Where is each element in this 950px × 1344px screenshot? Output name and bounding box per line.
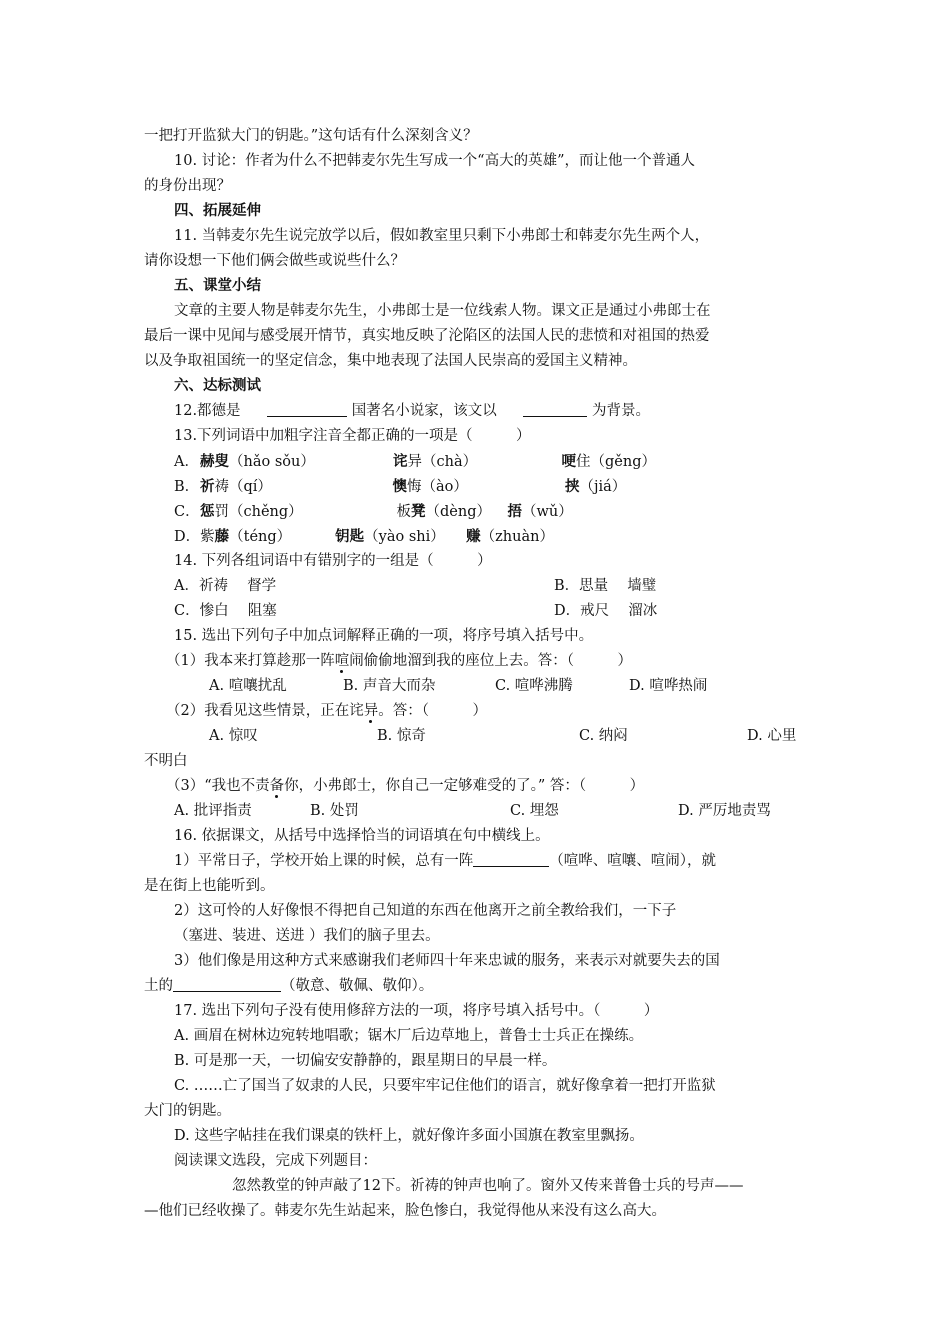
- reading-instruction: 阅读课文选段，完成下列题目：: [174, 1153, 377, 1169]
- q14-options-ab: A．祈祷 督学 B．思量 墙璧: [174, 578, 657, 594]
- q13-option-a: A．赫叟（hǎo sǒu） 诧异（chà） 哽住（gěng）: [174, 453, 656, 470]
- section-heading-5: 五、课堂小结: [174, 278, 261, 294]
- q12-blank-2[interactable]: [523, 401, 587, 417]
- q12-text-1: 12.都德是: [174, 403, 241, 419]
- q15-sentence-1: （1）我本来打算趁那一阵喧闹偷偷地溜到我的座位上去。答：（ ）: [166, 653, 632, 669]
- question-15: 15. 选出下列句子中加点词解释正确的一项，将序号填入括号中。: [174, 628, 594, 644]
- question-11: 11. 当韩麦尔先生说完放学以后，假如教室里只剩下小弗郎士和韩麦尔先生两个人，: [174, 228, 710, 244]
- q13-option-d: D．紫藤（téng） 钥匙（yào shi） 赚（zhuàn）: [174, 528, 554, 545]
- q12-blank-1[interactable]: [267, 401, 347, 417]
- q13-option-c: C．惩罚（chěng） 板凳（dèng） 捂（wǔ）: [174, 503, 573, 520]
- question-11-cont: 请你设想一下他们俩会做些或说些什么？: [144, 253, 405, 269]
- q17-option-a: A. 画眉在树林边宛转地唱歌；锯木厂后边草地上，普鲁士士兵正在操练。: [174, 1028, 644, 1044]
- summary-line-2: 最后一课中见闻与感受展开情节，真实地反映了沦陷区的法国人民的悲愤和对祖国的热爱: [144, 328, 710, 344]
- q13-option-b: B．祈祷（qí） 懊悔（ào） 挟（jiá）: [174, 478, 627, 495]
- q17-option-b: B. 可是那一天，一切偏安安静静的，跟星期日的早晨一样。: [174, 1053, 557, 1069]
- q15-options-2: A. 惊叹 B. 惊奇 C. 纳闷 D. 心里: [209, 728, 797, 744]
- section-heading-4: 四、拓展延伸: [174, 203, 261, 219]
- q17-option-d: D. 这些字帖挂在我们课桌的铁杆上，就好像许多面小国旗在教室里飘扬。: [174, 1128, 644, 1144]
- question-10: 10. 讨论：作者为什么不把韩麦尔先生写成一个“高大的英雄”，而让他一个普通人: [174, 153, 695, 169]
- q16-item-3: 3）他们像是用这种方式来感谢我们老师四十年来忠诚的服务，来表示对就要失去的国: [174, 953, 720, 969]
- q12-text-2: 国著名小说家，该文以: [351, 403, 497, 419]
- q12-text-3: 为背景。: [592, 403, 650, 419]
- q16-blank-1[interactable]: [473, 851, 549, 867]
- q15-sentence-3: （3）“我也不责备你，小弗郎士，你自己一定够难受的了。” 答：（ ）: [166, 778, 645, 794]
- q17-option-c-cont: 大门的钥匙。: [144, 1103, 231, 1119]
- document-page: [144, 124, 808, 1224]
- q14-options-cd: C．惨白 阻塞 D．戒尺 溜冰: [174, 603, 658, 619]
- q15-sentence-2: （2）我看见这些情景，正在诧异。答：（ ）: [166, 703, 487, 719]
- reading-passage-line-2: —他们已经收操了。韩麦尔先生站起来，脸色惨白，我觉得他从来没有这么高大。: [144, 1203, 666, 1219]
- question-13: 13.下列词语中加粗字注音全都正确的一项是（ ）: [174, 428, 531, 444]
- q15-options-3: A. 批评指责 B. 处罚 C. 埋怨 D. 严厉地责骂: [174, 803, 771, 819]
- question-16: 16. 依据课文，从括号中选择恰当的词语填在句中横线上。: [174, 828, 550, 844]
- summary-line-1: 文章的主要人物是韩麦尔先生，小弗郎士是一位线索人物。课文正是通过小弗郎士在: [174, 303, 711, 319]
- q16-item-3-cont: 土的 （敬意、敬佩、敬仰）。: [144, 978, 434, 994]
- q15-options-2-cont: 不明白: [144, 753, 188, 769]
- q15-options-1: A. 喧嚷扰乱 B. 声音大而杂 C. 喧哗沸腾 D. 喧哗热闹: [209, 678, 708, 694]
- reading-passage-line-1: 忽然教堂的钟声敲了12下。祈祷的钟声也响了。窗外又传来普鲁士兵的号声——: [232, 1178, 744, 1194]
- summary-line-3: 以及争取祖国统一的坚定信念，集中地表现了法国人民崇高的爱国主义精神。: [144, 353, 637, 369]
- q16-item-2: 2）这可怜的人好像恨不得把自己知道的东西在他离开之前全教给我们，一下子: [174, 903, 677, 919]
- q16-blank-3[interactable]: [173, 976, 281, 992]
- question-12: [144, 399, 808, 424]
- question-17: 17. 选出下列句子没有使用修辞方法的一项，将序号填入括号中。（ ）: [174, 1003, 659, 1019]
- q16-item-1-cont: 是在街上也能听到。: [144, 878, 275, 894]
- section-heading-6: 六、达标测试: [174, 378, 261, 394]
- question-10-cont: 的身份出现？: [144, 178, 231, 194]
- q16-item-2-cont: （塞进、装进、送进 ）我们的脑子里去。: [174, 928, 440, 944]
- q17-option-c: C. ……亡了国当了奴隶的人民，只要牢牢记住他们的语言，就好像拿着一把打开监狱: [174, 1078, 716, 1094]
- q16-item-1: 1）平常日子，学校开始上课的时候，总有一阵 （喧哗、喧嚷、喧闹），就: [174, 853, 716, 869]
- text-line: 一把打开监狱大门的钥匙。”这句话有什么深刻含义？: [144, 128, 478, 144]
- question-14: 14. 下列各组词语中有错别字的一组是（ ）: [174, 553, 492, 569]
